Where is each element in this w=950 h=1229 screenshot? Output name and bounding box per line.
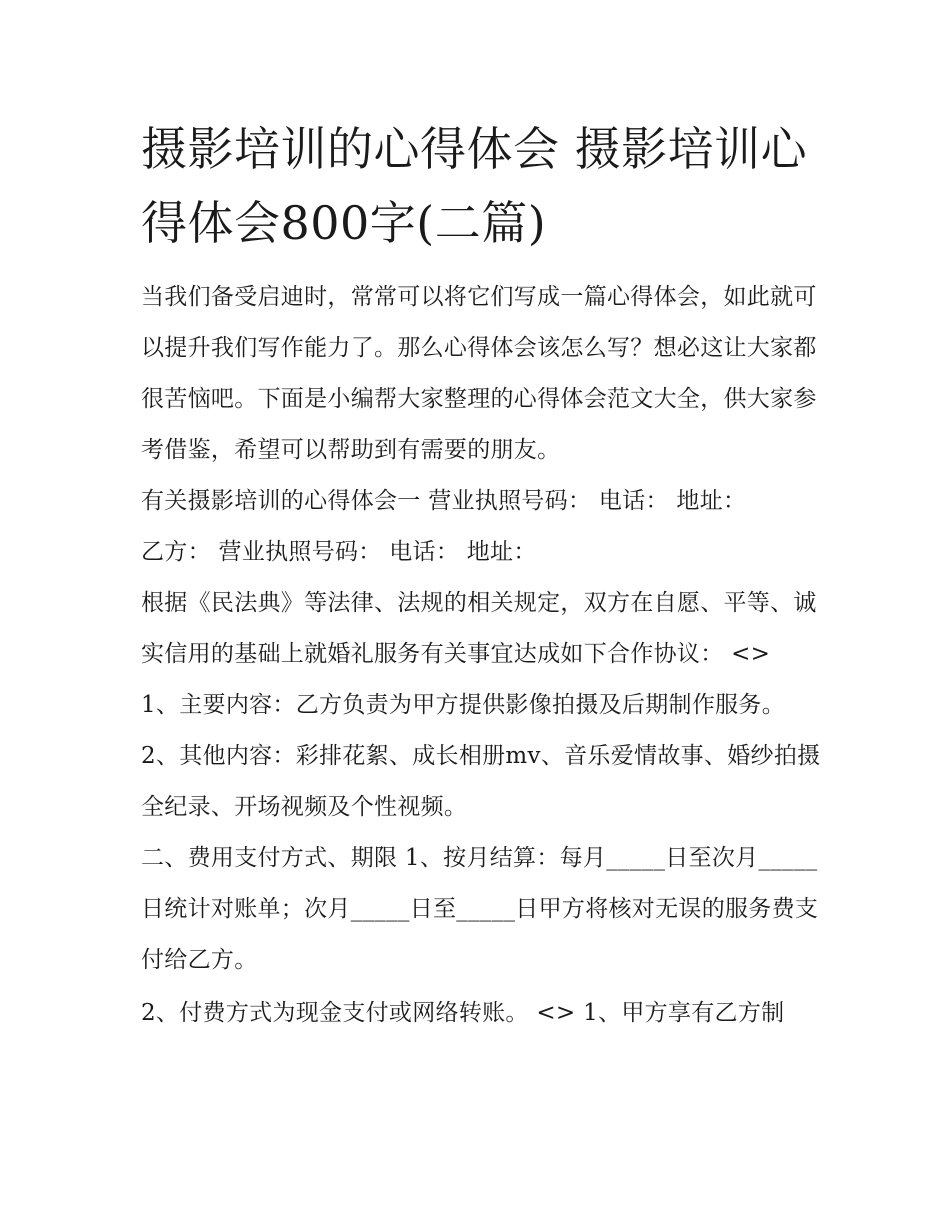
document-title: 摄影培训的心得体会 摄影培训心得体会800字(二篇) xyxy=(141,122,808,250)
paragraph-intro: 当我们备受启迪时，常常可以将它们写成一篇心得体会，如此就可以提升我们写作能力了。那么心得体会该怎么写？想必这让大家都很苦恼吧。下面是小编帮大家整理的心得体会范文大全，供大家参考借鉴，希望可以帮助到有需要的朋友。 xyxy=(141,284,817,463)
document-body xyxy=(141,112,821,1039)
paragraph-main-content: 1、主要内容：乙方负责为甲方提供影像拍摄及后期制作服务。 2、其他内容：彩排花絮、成长相册mv、音乐爱情故事、婚纱拍摄全纪录、开场视频及个性视频。 xyxy=(141,692,821,820)
paragraph-party-a: 有关摄影培训的心得体会一 营业执照号码： 电话： 地址： xyxy=(141,488,747,514)
paragraph-payment-terms: 二、费用支付方式、期限 1、按月结算：每月_____日至次月_____日统计对账单；次月_____日至_____日甲方将核对无误的服务费支付给乙方。 xyxy=(141,845,819,973)
paragraph-agreement-basis: 根据《民法典》等法律、法规的相关规定，双方在自愿、平等、诚实信用的基础上就婚礼服务有关事宜达成如下合作协议： <> xyxy=(141,590,817,667)
paragraph-payment-method: 2、付费方式为现金支付或网络转账。 <> 1、甲方享有乙方制 xyxy=(141,1000,785,1026)
paragraph-party-b: 乙方： 营业执照号码： 电话： 地址： xyxy=(141,539,537,565)
